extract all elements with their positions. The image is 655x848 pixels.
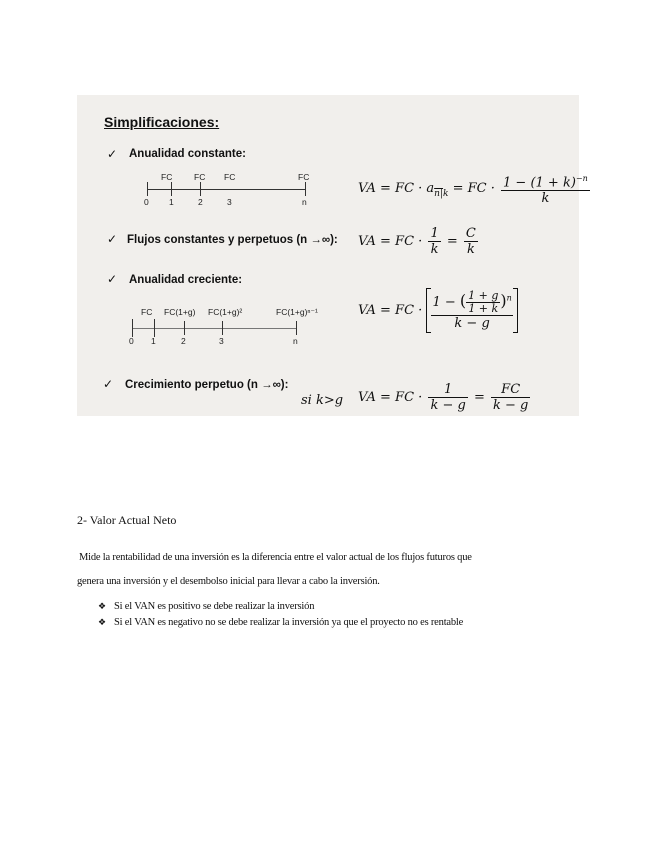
paragraph-line-1: Mide la rentabilidad de una inversión es la diferencia entre el valor actual de los flujos futuros que bbox=[79, 552, 472, 563]
formula-lhs: VA = FC · bbox=[358, 390, 423, 405]
formula-num: 1 bbox=[430, 226, 439, 241]
formula-num: 1 bbox=[428, 382, 467, 398]
formula-crecimiento-perpetuo bbox=[358, 382, 532, 413]
formula-eq: = bbox=[473, 390, 485, 405]
formula-exp: −n bbox=[575, 174, 588, 183]
formula-exp: n bbox=[506, 293, 512, 303]
bullet-item bbox=[98, 617, 463, 628]
formula-num: 1 − (1 + k) bbox=[503, 175, 576, 191]
condition-k-gt-g: si k>g bbox=[301, 393, 344, 408]
flow-label: FC bbox=[161, 172, 173, 182]
formula-inner-num: 1 + g bbox=[468, 289, 499, 302]
timeline-tick bbox=[200, 182, 201, 196]
simplificaciones-figure bbox=[77, 95, 588, 416]
formula-fraction bbox=[428, 226, 440, 257]
flow-label: FC(1+g)² bbox=[208, 307, 243, 317]
check-icon: ✓ bbox=[107, 232, 118, 246]
tick-label: 1 bbox=[169, 197, 174, 207]
check-icon: ✓ bbox=[103, 377, 114, 391]
formula-lhs: VA = FC · bbox=[358, 303, 423, 318]
formula-fraction bbox=[501, 171, 590, 206]
timeline-tick bbox=[296, 321, 297, 335]
timeline-tick bbox=[171, 182, 172, 196]
tick-label: 0 bbox=[129, 336, 134, 346]
formula-num: C bbox=[465, 226, 476, 241]
tick-label: n bbox=[293, 336, 298, 346]
tick-label: 3 bbox=[219, 336, 224, 346]
paragraph-line-2: genera una inversión y el desembolso inicial para llevar a cabo la inversión. bbox=[77, 576, 380, 587]
timeline-tick bbox=[132, 319, 133, 337]
formula-fraction bbox=[464, 226, 478, 257]
formula-inner-fraction bbox=[466, 290, 500, 315]
section-heading: 2- Valor Actual Neto bbox=[77, 513, 177, 527]
flow-label: FC bbox=[224, 172, 236, 182]
formula-inner-den: 1 + k bbox=[468, 302, 499, 315]
formula-den: k bbox=[541, 191, 550, 207]
formula-lhs: VA = FC · a bbox=[358, 181, 435, 197]
formula-fraction bbox=[428, 382, 467, 413]
flow-label: FC(1+g) bbox=[164, 307, 196, 317]
diamond-bullet-icon: ❖ bbox=[98, 602, 106, 612]
formula-fraction: 1 − ( $\frac{1 + g}{1 + k}$ )$^n$ k − g bbox=[432, 289, 512, 331]
tick-label: 2 bbox=[198, 197, 203, 207]
formula-one-minus: 1 − bbox=[432, 295, 456, 310]
formula-den: k bbox=[430, 242, 439, 257]
bullet-text: Si el VAN es positivo se debe realizar la inversión bbox=[114, 601, 315, 612]
tick-label: 1 bbox=[151, 336, 156, 346]
formula-den: k − g bbox=[430, 398, 466, 413]
timeline-tick bbox=[147, 182, 148, 196]
tick-label: 3 bbox=[227, 197, 232, 207]
formula-lhs: VA = FC · bbox=[358, 234, 423, 249]
check-icon: ✓ bbox=[107, 272, 118, 286]
timeline-tick bbox=[154, 319, 155, 337]
tick-label: 2 bbox=[181, 336, 186, 346]
label-crecimiento-perpetuo: Crecimiento perpetuo (n →∞): bbox=[125, 379, 289, 391]
timeline-axis bbox=[132, 328, 297, 329]
formula-anualidad-constante bbox=[358, 171, 592, 206]
flow-label: FC(1+g)ⁿ⁻¹ bbox=[276, 307, 318, 317]
timeline-tick bbox=[184, 321, 185, 335]
flow-label: FC bbox=[298, 172, 310, 182]
label-flujos-perpetuos: Flujos constantes y perpetuos (n →∞): bbox=[127, 234, 338, 246]
tick-label: n bbox=[302, 197, 307, 207]
check-icon: ✓ bbox=[107, 147, 118, 161]
formula-den: k − g bbox=[492, 398, 529, 413]
timeline-tick bbox=[305, 182, 306, 196]
formula-eq: = FC · bbox=[452, 181, 495, 197]
formula-den: k bbox=[466, 242, 475, 257]
figure-title: Simplificaciones: bbox=[104, 114, 220, 130]
diamond-bullet-icon: ❖ bbox=[98, 618, 106, 628]
formula-eq: = bbox=[446, 234, 458, 249]
bullet-text: Si el VAN es negativo no se debe realizar la inversión ya que el proyecto no es rentable bbox=[114, 617, 464, 628]
formula-den: k − g bbox=[454, 316, 490, 331]
formula-fraction bbox=[491, 382, 530, 413]
flow-label: FC bbox=[141, 307, 153, 317]
label-anualidad-constante: Anualidad constante: bbox=[129, 148, 246, 160]
formula-num: FC bbox=[491, 382, 530, 398]
timeline-tick bbox=[222, 321, 223, 335]
flow-label: FC bbox=[194, 172, 206, 182]
formula-flujos-perpetuos bbox=[358, 226, 480, 257]
tick-label: 0 bbox=[144, 197, 149, 207]
formula-anualidad-creciente bbox=[358, 288, 518, 342]
formula-sub2: k bbox=[443, 188, 449, 199]
formula-bracket bbox=[426, 288, 517, 333]
formula-sub: n| bbox=[434, 188, 444, 199]
bullet-item bbox=[98, 601, 314, 612]
label-anualidad-creciente: Anualidad creciente: bbox=[129, 274, 243, 286]
